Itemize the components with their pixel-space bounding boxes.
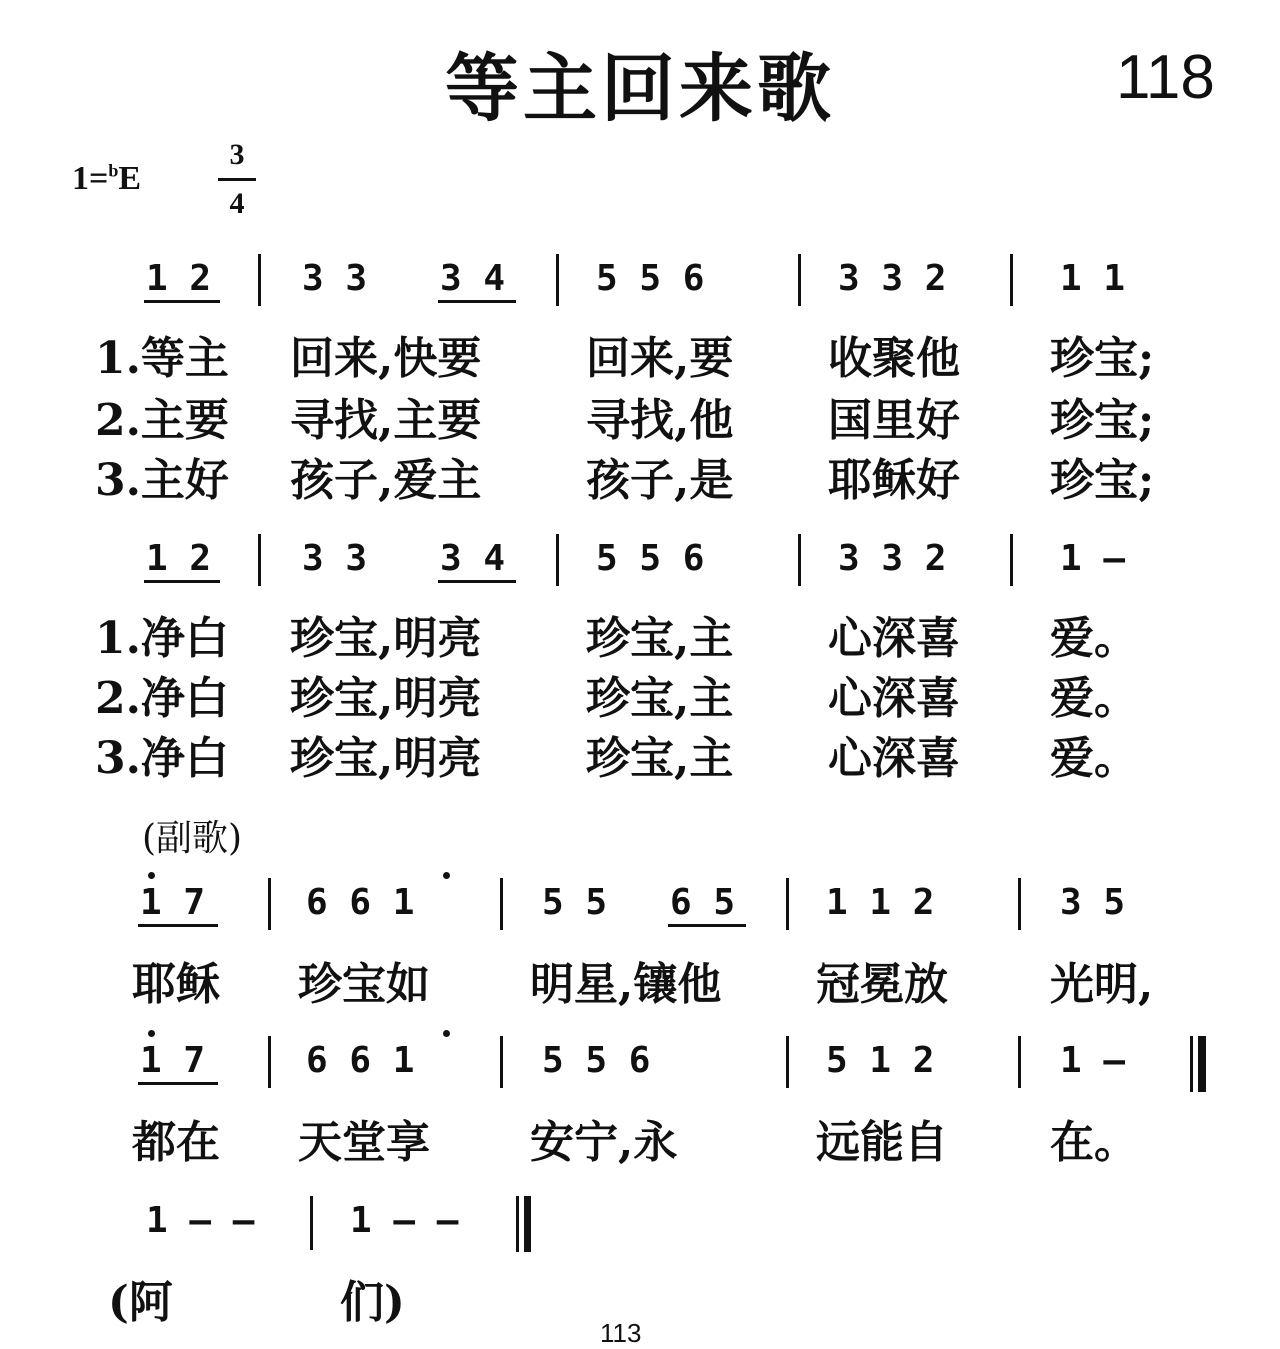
lyric: 心深喜 [828,613,960,664]
hymn-number: 118 [1116,43,1215,112]
lyric: 国里好 [828,395,960,446]
lyric: 收聚他 [828,333,960,384]
lyric: 冠冕放 [816,959,948,1010]
barline [258,534,261,586]
barline [1018,878,1021,930]
barline [1010,254,1013,306]
note-group: 1 1 2 [826,882,935,923]
flat-sign: b [108,160,119,181]
barline [556,254,559,306]
note-group: 3 3 [302,538,368,579]
note-group: 6 6 1 [306,1040,415,1081]
note-group: 6 6 1 [306,882,415,923]
final-barline-thick [524,1196,531,1252]
key-note: E [118,160,142,197]
note-group: 5 5 6 [596,538,705,579]
note-group: 3 3 2 [838,538,947,579]
lyric: 珍宝,明亮 [290,733,482,784]
underline [138,1082,218,1085]
lyric: 珍宝,明亮 [290,673,482,724]
lyric: 2.主要 [95,395,229,446]
note-group: 3 4 [440,258,506,299]
lyric: 寻找,他 [586,395,734,446]
lyric: 寻找,主要 [290,395,482,446]
note-group: 1 2 [146,538,212,579]
lyric: 天堂享 [298,1117,430,1168]
lyric: 珍宝,主 [586,673,734,724]
note-group: 3 4 [440,538,506,579]
lyric: 心深喜 [828,673,960,724]
barline [500,1036,503,1088]
lyric: 珍宝; [1050,333,1155,384]
note-group: 5 5 [542,882,608,923]
underline [138,924,218,927]
note-group: 1 – [1060,538,1126,579]
lyric: 珍宝,明亮 [290,613,482,664]
note-group: 3 3 [302,258,368,299]
high-octave-dot [148,872,155,879]
final-barline-thin [1190,1036,1193,1092]
barline [786,1036,789,1088]
lyric: 回来,要 [586,333,734,384]
barline [1010,534,1013,586]
lyric: 珍宝; [1050,455,1155,506]
barline [798,534,801,586]
lyric: 孩子,爱主 [290,455,482,506]
underline [144,580,220,583]
lyric: 安宁,永 [530,1117,678,1168]
barline [500,878,503,930]
barline [268,878,271,930]
lyric: 耶稣好 [828,455,960,506]
barline [258,254,261,306]
note-group: 1 7 [140,882,206,923]
lyric: 珍宝如 [298,959,430,1010]
note-group: 1 – [1060,1040,1126,1081]
lyric: 珍宝; [1050,395,1155,446]
lyric: 远能自 [816,1117,948,1168]
lyric: 珍宝,主 [586,733,734,784]
lyric: 爱。 [1050,613,1138,664]
note-group: 1 7 [140,1040,206,1081]
lyric: 3.净白 [95,733,229,784]
note-group: 3 3 2 [838,258,947,299]
note-group: 1 2 [146,258,212,299]
final-barline-thick [1198,1036,1206,1092]
barline [798,254,801,306]
barline [268,1036,271,1088]
time-numerator: 3 [229,138,245,171]
amen-lyric-close: 们) [340,1277,405,1328]
lyric: 明星,镶他 [530,959,722,1010]
note-group: 6 5 [670,882,736,923]
key-prefix: 1= [72,160,109,197]
note-group: 1 – – [350,1200,459,1241]
barline [556,534,559,586]
high-octave-dot [443,1030,450,1037]
time-signature [218,140,256,219]
final-barline-thin [516,1196,519,1252]
lyric: 3.主好 [95,455,229,506]
lyric: 心深喜 [828,733,960,784]
underline [438,300,516,303]
lyric: 都在 [132,1117,220,1168]
lyric: 回来,快要 [290,333,482,384]
note-group: 5 1 2 [826,1040,935,1081]
lyric: 1.净白 [95,613,229,664]
lyric: 孩子,是 [586,455,734,506]
note-group: 5 5 6 [542,1040,651,1081]
lyric: 耶稣 [132,959,220,1010]
note-group: 1 1 [1060,258,1126,299]
barline [310,1196,313,1250]
chorus-label: (副歌) [142,818,243,859]
page-number: 113 [600,1318,642,1348]
high-octave-dot [148,1030,155,1037]
time-denominator: 4 [229,187,245,220]
lyric: 在。 [1050,1117,1138,1168]
note-group: 1 – – [146,1200,255,1241]
note-group: 3 5 [1060,882,1126,923]
lyric: 1.等主 [95,333,229,384]
lyric: 2.净白 [95,673,229,724]
lyric: 爱。 [1050,673,1138,724]
high-octave-dot [443,872,450,879]
underline [438,580,516,583]
lyric: 爱。 [1050,733,1138,784]
amen-lyric-open: (阿 [108,1277,173,1328]
key-signature [72,160,141,198]
time-divider [218,178,256,181]
note-group: 5 5 6 [596,258,705,299]
underline [668,924,746,927]
barline [1018,1036,1021,1088]
hymn-title: 等主回来歌 [445,46,835,132]
lyric: 珍宝,主 [586,613,734,664]
underline [144,300,220,303]
lyric: 光明, [1050,959,1154,1010]
barline [786,878,789,930]
